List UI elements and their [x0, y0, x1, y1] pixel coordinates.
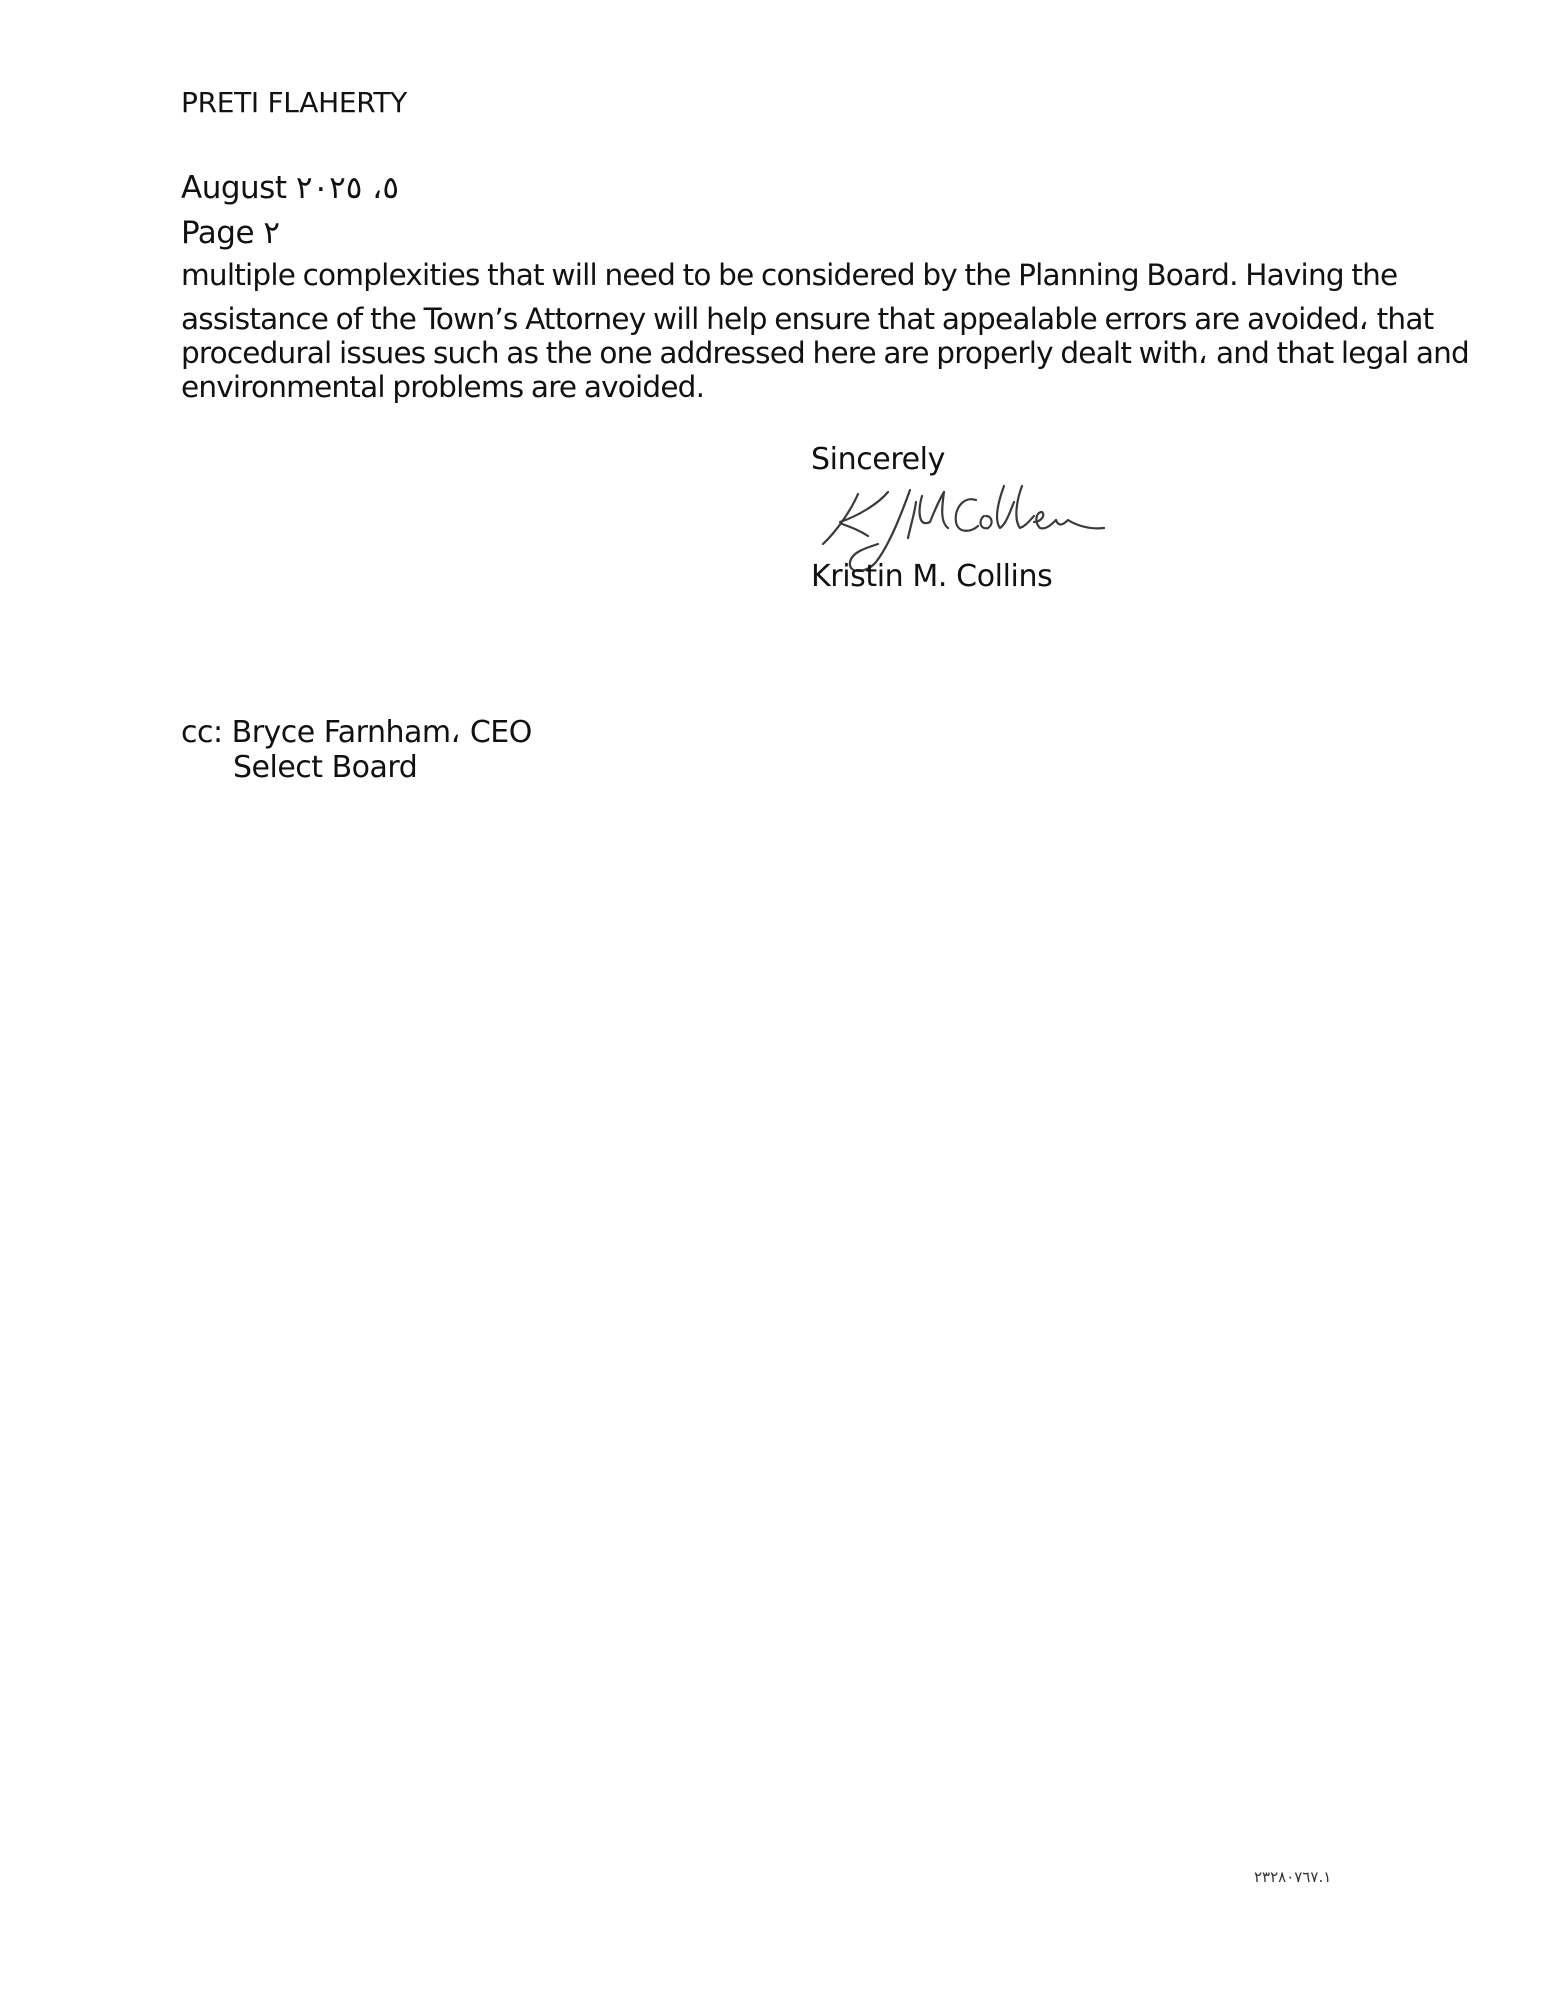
closing-salutation: Sincerely — [811, 442, 945, 477]
firm-name: PRETI FLAHERTY — [181, 86, 407, 119]
cc-recipient: cc: Bryce Farnham، CEO — [181, 715, 532, 750]
body-line: procedural issues such as the one addressed here are properly dealt with، and that legal and — [181, 336, 1469, 370]
letter-date: August ٥، ٢٠٢٥ — [181, 170, 399, 206]
document-number: ٢٣٢٨٠٧٦٧.١ — [1254, 1868, 1332, 1886]
body-line: environmental problems are avoided. — [181, 370, 705, 404]
page-number: Page ٢ — [181, 215, 281, 251]
signature-text: K M Collins — [818, 482, 824, 483]
body-paragraph — [181, 258, 1471, 404]
signer-name: Kristin M. Collins — [811, 559, 1053, 594]
cc-list — [181, 715, 532, 785]
body-line: multiple complexities that will need to be considered by the Planning Board. Having the — [181, 258, 1398, 292]
body-line: assistance of the Town’s Attorney will help ensure that appealable errors are avoided، that — [181, 302, 1434, 336]
cc-recipient: Select Board — [233, 750, 418, 785]
